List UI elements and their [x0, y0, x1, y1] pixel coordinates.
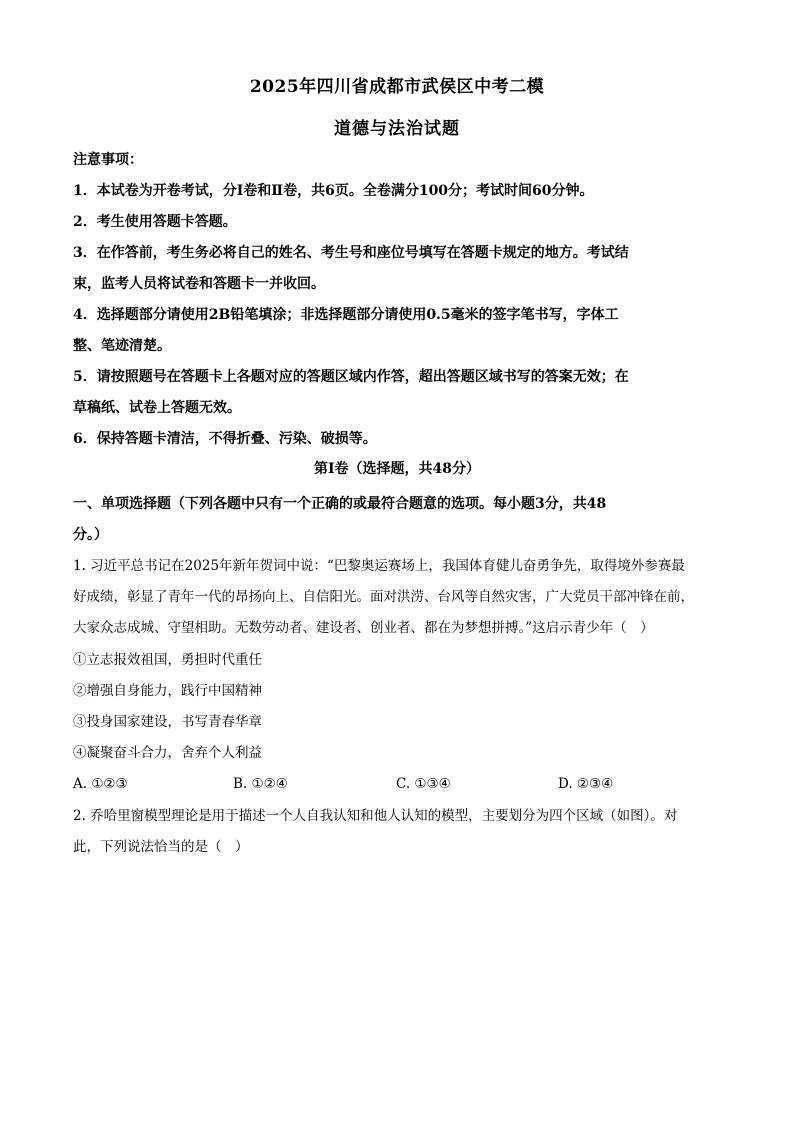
q1-option-c: C. ①③④: [396, 776, 451, 792]
q1-statement-1: ①立志报效祖国，勇担时代重任: [73, 652, 262, 668]
exam-title: 2025年四川省成都市武侯区中考二模: [249, 77, 545, 97]
section-title: 第Ⅰ卷（选择题，共48分）: [313, 461, 481, 477]
notice-line-2: 2．考生使用答题卡答题。: [73, 214, 237, 230]
q1-option-b: B. ①②④: [233, 776, 288, 792]
q1-statement-3: ③投身国家建设，书写青春华章: [73, 714, 262, 730]
q2-stem-line-2: 此，下列说法恰当的是（ ）: [73, 839, 249, 855]
notice-line-5: 5．请按照题号在答题卡上各题对应的答题区域内作答，超出答题区域书写的答案无效；在: [73, 369, 629, 385]
q1-stem-line-2: 好成绩，彰显了青年一代的昂扬向上、自信阳光。面对洪涝、台风等自然灾害，广大党员干部冲锋在前，: [73, 589, 694, 605]
q1-option-d: D. ②③④: [558, 776, 614, 792]
notice-line-6: 6．保持答题卡清洁，不得折叠、污染、破损等。: [73, 431, 377, 447]
notice-line-5-cont: 草稿纸、试卷上答题无效。: [73, 400, 241, 416]
section-instruction: 一、单项选择题（下列各题中只有一个正确的或最符合题意的选项。每小题3分，共48: [73, 496, 607, 512]
notice-line-3: 3．在作答前，考生务必将自己的姓名、考生号和座位号填写在答题卡规定的地方。考试结: [73, 245, 629, 261]
section-instruction-cont: 分。）: [73, 527, 108, 543]
notice-line-3-cont: 束，监考人员将试卷和答题卡一并收回。: [73, 276, 325, 292]
q1-stem-line-1: 1. 习近平总书记在2025年新年贺词中说：“巴黎奥运赛场上，我国体育健儿奋勇争先，取得境外参赛最: [73, 558, 685, 574]
q1-statement-2: ②增强自身能力，践行中国精神: [73, 683, 262, 699]
exam-subject-title: 道德与法治试题: [334, 119, 460, 139]
notice-line-4-cont: 整、笔迹清楚。: [73, 338, 171, 354]
notice-line-1: 1．本试卷为开卷考试，分Ⅰ卷和Ⅱ卷，共6页。全卷满分100分；考试时间60分钟。: [73, 183, 594, 199]
q2-stem-line-1: 2. 乔哈里窗模型理论是用于描述一个人自我认知和他人认知的模型，主要划分为四个区域（如图）。对: [73, 808, 678, 824]
notice-heading: 注意事项：: [73, 152, 143, 168]
q1-statement-4: ④凝聚奋斗合力，舍弃个人利益: [73, 745, 262, 761]
q1-stem-line-3: 大家众志成城、守望相助。无数劳动者、建设者、创业者、都在为梦想拼搏。”这启示青少年（ ）: [73, 620, 654, 636]
notice-line-4: 4．选择题部分请使用2B铅笔填涂；非选择题部分请使用0.5毫米的签字笔书写，字体工: [73, 307, 619, 323]
q1-option-a: A. ①②③: [73, 776, 128, 792]
